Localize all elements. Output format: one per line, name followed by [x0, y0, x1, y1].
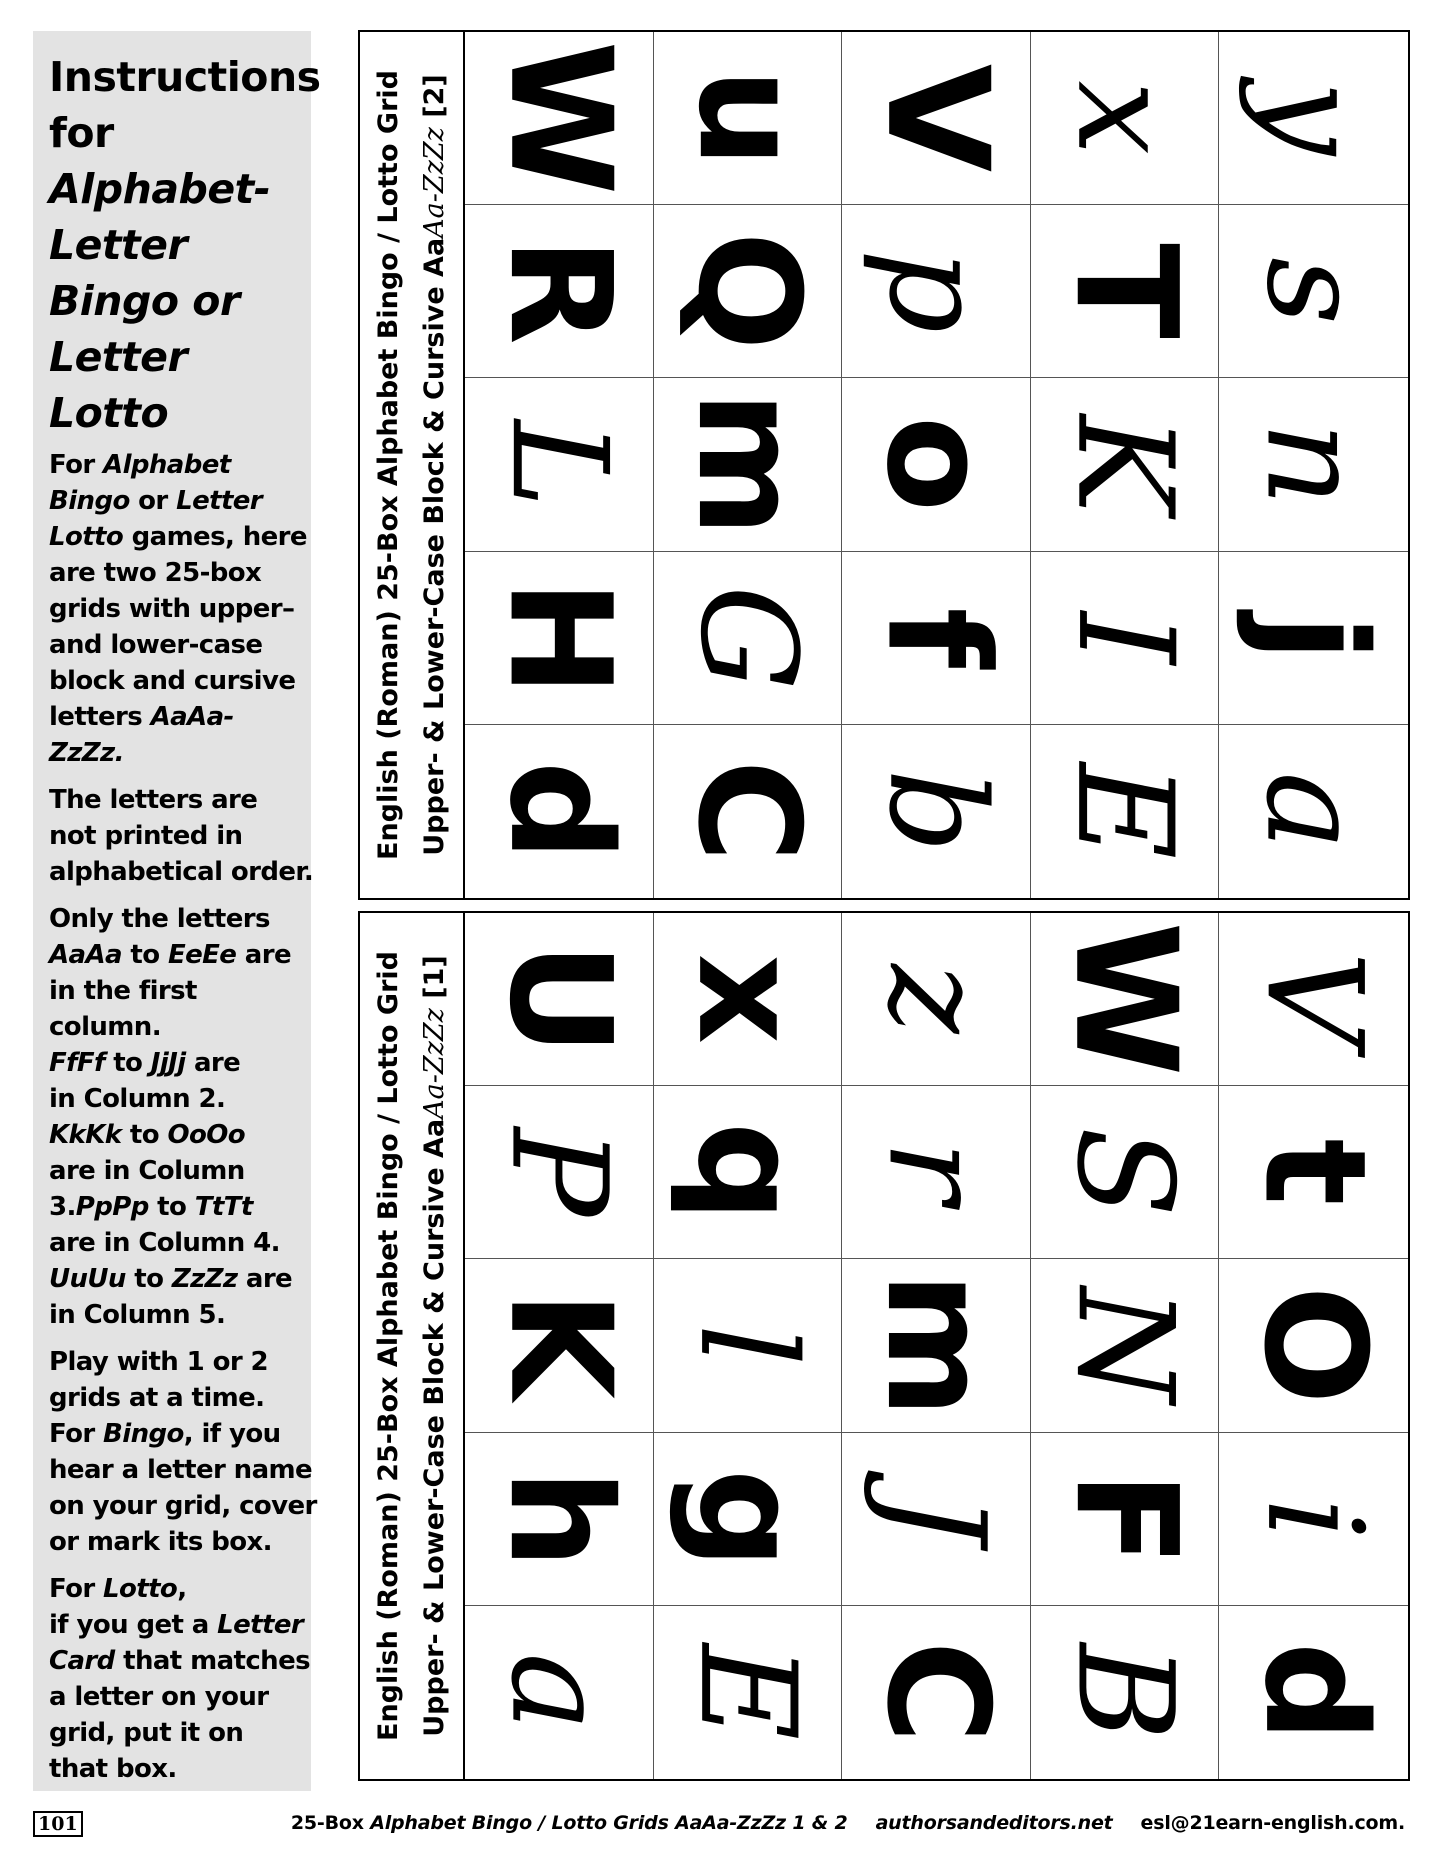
letter-block: R [477, 237, 641, 346]
grid-cell[interactable] [1219, 32, 1408, 205]
letter-block: m [854, 1272, 1018, 1419]
grid-cell[interactable] [654, 1086, 843, 1259]
grid-cell[interactable] [842, 1606, 1031, 1779]
grid-cell[interactable] [465, 552, 654, 725]
grid-cell[interactable] [842, 1259, 1031, 1432]
grid-cell[interactable] [654, 552, 843, 725]
letter-cursive: l [670, 1324, 825, 1367]
letter-cursive: y [1236, 80, 1391, 156]
grid-cell[interactable] [1031, 552, 1220, 725]
grid-cell[interactable] [1031, 1086, 1220, 1259]
letter-block: h [477, 1468, 641, 1569]
page-number: 101 [33, 1811, 83, 1837]
letter-cursive: J [858, 1492, 1013, 1546]
letter-cursive: E [1047, 763, 1202, 860]
letter-cursive: B [1047, 1643, 1202, 1741]
grid-cell[interactable] [842, 1086, 1031, 1259]
instructions-panel [33, 31, 321, 1791]
letter-block: u [666, 68, 830, 168]
grid-cell[interactable] [842, 1433, 1031, 1606]
grid-cell[interactable] [465, 913, 654, 1086]
grid-cell[interactable] [465, 32, 654, 205]
letter-cursive: r [858, 1140, 1013, 1204]
letter-block: W [477, 40, 641, 196]
grid-cell[interactable] [654, 1433, 843, 1606]
email-text: esl@21earn-english.com. [1140, 1812, 1405, 1834]
letter-block: V [854, 63, 1018, 173]
grid-cell[interactable] [1219, 725, 1408, 898]
letter-block: m [666, 391, 830, 538]
letter-block: t [1232, 1138, 1396, 1206]
grid-cell[interactable] [1031, 913, 1220, 1086]
grid-cell[interactable] [654, 1259, 843, 1432]
grid-cell[interactable] [654, 1606, 843, 1779]
grid-cell[interactable] [1219, 205, 1408, 378]
grid-cell[interactable] [1219, 1606, 1408, 1779]
grid-cell[interactable] [1031, 725, 1220, 898]
letter-cursive: z [858, 964, 1013, 1034]
grid-cell[interactable] [842, 378, 1031, 551]
letter-cursive: P [481, 1127, 636, 1217]
letter-block: C [854, 1641, 1018, 1744]
letter-block: j [1232, 613, 1396, 662]
letter-block: Q [666, 231, 830, 351]
order-paragraph: The letters are not printed in alphabetical order. [49, 785, 314, 887]
grid-cell[interactable] [1031, 1259, 1220, 1432]
letter-cursive: N [1047, 1287, 1202, 1404]
grid-1-title: English (Roman) 25-Box Alphabet Bingo / Lotto Grid Upper- & Lower-Case Block & Cursive AaAa-ZzZz [1] [360, 913, 465, 1779]
grid-cell[interactable] [1219, 552, 1408, 725]
grid-cell[interactable] [654, 913, 843, 1086]
letter-block: W [1043, 921, 1207, 1077]
letter-block: K [477, 1291, 641, 1400]
grid-cell[interactable] [842, 32, 1031, 205]
grid-cell[interactable] [465, 1259, 654, 1432]
letter-block: O [1232, 1285, 1396, 1405]
letter-cursive: p [858, 249, 1013, 334]
lotto-paragraph: For Lotto, if you get a Letter Card that matches a letter on your grid, put it on that box. [49, 1574, 310, 1784]
grid-cell[interactable] [465, 1606, 654, 1779]
page-footer: 25-Box Alphabet Bingo / Lotto Grids AaAa-ZzZz 1 & 2 authorsandeditors.net esl@21earn-english.com. [290, 1812, 1405, 1834]
letter-block: F [1043, 1470, 1207, 1567]
letter-cursive: a [1236, 772, 1391, 851]
grid-cell[interactable] [1031, 32, 1220, 205]
grid-cell[interactable] [465, 725, 654, 898]
letter-block: q [666, 1122, 830, 1223]
website-text: authorsandeditors.net [875, 1812, 1113, 1834]
play-paragraph: Play with 1 or 2 grids at a time. For Bingo, if you hear a letter name on your grid, cover or mark its box. [49, 1347, 317, 1557]
letter-block: U [477, 942, 641, 1056]
grid-2-cells [465, 32, 1408, 898]
grid-cell[interactable] [1219, 1086, 1408, 1259]
letter-cursive: L [481, 420, 636, 509]
letter-cursive: G [670, 584, 825, 691]
grid-cell[interactable] [654, 378, 843, 551]
grid-cell[interactable] [1031, 1433, 1220, 1606]
grid-cell[interactable] [842, 552, 1031, 725]
letter-block: d [477, 761, 641, 862]
letter-cursive: b [858, 769, 1013, 854]
letter-block: d [1232, 1642, 1396, 1743]
grid-cell[interactable] [1031, 205, 1220, 378]
grid-cell[interactable] [654, 205, 843, 378]
letter-cursive: x [1047, 80, 1202, 156]
grid-cell[interactable] [1219, 378, 1408, 551]
instructions-title: Instructions for Alphabet- Letter Bingo or Letter Lotto [49, 53, 321, 437]
letter-cursive: s [1236, 257, 1391, 326]
grid-cell[interactable] [465, 378, 654, 551]
letter-block: x [666, 953, 830, 1045]
letter-block: T [1043, 243, 1207, 340]
columns-paragraph: Only the letters AaAa to EeEe are in the first column. FfFf to JjJj are in Column 2. KkKk to OoOo are in Column 3.PpPp to TtTt are in Column 4. UuUu to ZzZz are in Column 5. [49, 904, 293, 1330]
letter-cursive: a [481, 1653, 636, 1732]
letter-cursive: V [1236, 951, 1391, 1047]
bingo-grid-1 [358, 911, 1410, 1781]
letter-block: H [477, 579, 641, 697]
grid-cell[interactable] [1031, 1606, 1220, 1779]
letter-block: g [666, 1468, 830, 1569]
grid-1-cells [465, 913, 1408, 1779]
bingo-grid-2 [358, 30, 1410, 900]
letter-cursive: E [670, 1644, 825, 1741]
grid-cell[interactable] [1219, 1259, 1408, 1432]
grid-cell[interactable] [842, 725, 1031, 898]
grid-cell[interactable] [654, 725, 843, 898]
grid-cell[interactable] [1219, 913, 1408, 1086]
grid-cell[interactable] [842, 913, 1031, 1086]
grid-cell[interactable] [842, 205, 1031, 378]
grid-cell[interactable] [465, 205, 654, 378]
grid-cell[interactable] [654, 32, 843, 205]
letter-block: o [854, 416, 1018, 513]
letter-cursive: I [1047, 611, 1202, 664]
letter-block: C [666, 760, 830, 863]
grid-2-title: English (Roman) 25-Box Alphabet Bingo / Lotto Grid Upper- & Lower-Case Block & Cursive AaAa-ZzZz [2] [360, 32, 465, 898]
grid-cell[interactable] [1031, 378, 1220, 551]
letter-cursive: S [1047, 1127, 1202, 1218]
intro-paragraph: For Alphabet Bingo or Letter Lotto games, here are two 25-box grids with upper– and lower-case block and cursive letters AaAa- ZzZz. [49, 450, 307, 768]
grid-cell[interactable] [1219, 1433, 1408, 1606]
letter-block: f [854, 607, 1018, 669]
grid-cell[interactable] [465, 1086, 654, 1259]
letter-cursive: i [1236, 1497, 1391, 1540]
letter-cursive: K [1047, 415, 1202, 514]
grid-cell[interactable] [465, 1433, 654, 1606]
letter-cursive: n [1236, 421, 1391, 507]
